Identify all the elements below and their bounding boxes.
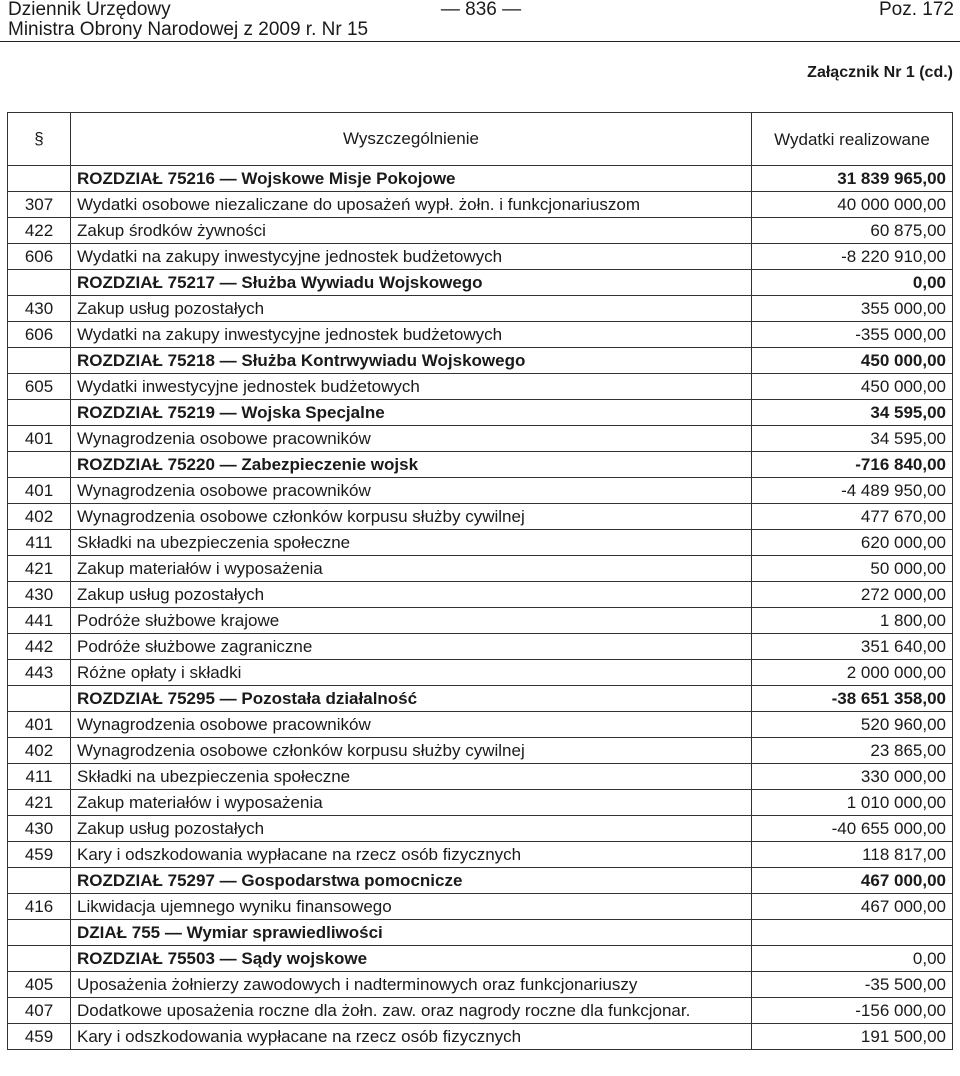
row-amount: 467 000,00 (752, 894, 953, 920)
position-number: Poz. 172 (879, 0, 954, 20)
row-description: Wynagrodzenia osobowe pracowników (71, 478, 752, 504)
row-amount: 23 865,00 (752, 738, 953, 764)
row-amount: 31 839 965,00 (752, 166, 953, 192)
row-description: Kary i odszkodowania wypłacane na rzecz osób fizycznych (71, 1024, 752, 1050)
header-expenditure: Wydatki realizowane (752, 113, 953, 166)
paragraph-code: 416 (8, 894, 71, 920)
header-paragraph: § (8, 113, 71, 166)
table-row (8, 218, 953, 244)
paragraph-code: 411 (8, 764, 71, 790)
table-row (8, 764, 953, 790)
row-description: Zakup usług pozostałych (71, 816, 752, 842)
row-description: Składki na ubezpieczenia społeczne (71, 764, 752, 790)
paragraph-code: 421 (8, 790, 71, 816)
table-row (8, 504, 953, 530)
row-description: Wynagrodzenia osobowe członków korpusu służby cywilnej (71, 504, 752, 530)
row-description: ROZDZIAŁ 75219 — Wojska Specjalne (71, 400, 752, 426)
annex-label: Załącznik Nr 1 (cd.) (807, 64, 953, 81)
table-row (8, 1024, 953, 1050)
row-description: ROZDZIAŁ 75503 — Sądy wojskowe (71, 946, 752, 972)
expenditure-table (7, 112, 953, 1050)
table-row (8, 374, 953, 400)
row-description: ROZDZIAŁ 75218 — Służba Kontrwywiadu Wojskowego (71, 348, 752, 374)
row-description: Wynagrodzenia osobowe pracowników (71, 426, 752, 452)
section-row (8, 452, 953, 478)
journal-issue: Ministra Obrony Narodowej z 2009 r. Nr 15 (8, 19, 369, 40)
row-amount: 520 960,00 (752, 712, 953, 738)
row-amount: 272 000,00 (752, 582, 953, 608)
row-description: Zakup środków żywności (71, 218, 752, 244)
row-amount: -38 651 358,00 (752, 686, 953, 712)
row-description: Zakup usług pozostałych (71, 582, 752, 608)
row-amount: -40 655 000,00 (752, 816, 953, 842)
row-amount: -355 000,00 (752, 322, 953, 348)
table-row (8, 608, 953, 634)
section-row (8, 946, 953, 972)
row-amount: 40 000 000,00 (752, 192, 953, 218)
section-row (8, 348, 953, 374)
paragraph-code (8, 348, 71, 374)
row-description: Wydatki na zakupy inwestycyjne jednostek budżetowych (71, 322, 752, 348)
header-description: Wyszczególnienie (71, 113, 752, 166)
paragraph-code (8, 270, 71, 296)
paragraph-code: 405 (8, 972, 71, 998)
paragraph-code: 421 (8, 556, 71, 582)
row-description: Uposażenia żołnierzy zawodowych i nadterminowych oraz funkcjonariuszy (71, 972, 752, 998)
row-amount: -4 489 950,00 (752, 478, 953, 504)
row-amount: 355 000,00 (752, 296, 953, 322)
row-amount: 467 000,00 (752, 868, 953, 894)
paragraph-code (8, 166, 71, 192)
paragraph-code: 430 (8, 816, 71, 842)
row-description: Wynagrodzenia osobowe członków korpusu służby cywilnej (71, 738, 752, 764)
row-amount: 34 595,00 (752, 400, 953, 426)
paragraph-code (8, 920, 71, 946)
table-row (8, 634, 953, 660)
row-amount: 450 000,00 (752, 374, 953, 400)
paragraph-code: 443 (8, 660, 71, 686)
table-row (8, 244, 953, 270)
row-amount: 0,00 (752, 270, 953, 296)
header-divider (0, 41, 960, 42)
table-row (8, 556, 953, 582)
paragraph-code: 459 (8, 1024, 71, 1050)
table-row (8, 998, 953, 1024)
paragraph-code: 407 (8, 998, 71, 1024)
table-row (8, 972, 953, 998)
row-amount: 477 670,00 (752, 504, 953, 530)
table-row (8, 816, 953, 842)
paragraph-code: 606 (8, 322, 71, 348)
row-amount: 450 000,00 (752, 348, 953, 374)
row-description: ROZDZIAŁ 75217 — Służba Wywiadu Wojskowego (71, 270, 752, 296)
row-amount: 351 640,00 (752, 634, 953, 660)
row-amount (752, 920, 953, 946)
row-description: ROZDZIAŁ 75297 — Gospodarstwa pomocnicze (71, 868, 752, 894)
row-description: Wynagrodzenia osobowe pracowników (71, 712, 752, 738)
row-amount: -156 000,00 (752, 998, 953, 1024)
row-description: Składki na ubezpieczenia społeczne (71, 530, 752, 556)
row-amount: 1 800,00 (752, 608, 953, 634)
row-description: Wydatki inwestycyjne jednostek budżetowych (71, 374, 752, 400)
table-row (8, 426, 953, 452)
paragraph-code: 459 (8, 842, 71, 868)
paragraph-code: 606 (8, 244, 71, 270)
row-amount: 34 595,00 (752, 426, 953, 452)
paragraph-code (8, 452, 71, 478)
table-row (8, 738, 953, 764)
table-row (8, 530, 953, 556)
paragraph-code (8, 400, 71, 426)
table-row (8, 842, 953, 868)
table-row (8, 582, 953, 608)
row-description: Likwidacja ujemnego wyniku finansowego (71, 894, 752, 920)
row-description: Różne opłaty i składki (71, 660, 752, 686)
table-row (8, 790, 953, 816)
row-amount: 620 000,00 (752, 530, 953, 556)
paragraph-code: 441 (8, 608, 71, 634)
page-number: — 836 — (440, 0, 522, 20)
paragraph-code: 430 (8, 296, 71, 322)
paragraph-code: 307 (8, 192, 71, 218)
row-description: Podróże służbowe zagraniczne (71, 634, 752, 660)
paragraph-code: 401 (8, 426, 71, 452)
table-row (8, 712, 953, 738)
section-row (8, 686, 953, 712)
row-amount: -8 220 910,00 (752, 244, 953, 270)
row-amount: 2 000 000,00 (752, 660, 953, 686)
row-description: Kary i odszkodowania wypłacane na rzecz osób fizycznych (71, 842, 752, 868)
paragraph-code: 402 (8, 504, 71, 530)
paragraph-code: 401 (8, 478, 71, 504)
table-body (8, 166, 953, 1050)
row-amount: 330 000,00 (752, 764, 953, 790)
row-description: Dodatkowe uposażenia roczne dla żołn. zaw. oraz nagrody roczne dla funkcjonar. (71, 998, 752, 1024)
paragraph-code (8, 868, 71, 894)
journal-title: Dziennik Urzędowy (8, 0, 171, 20)
row-amount: 118 817,00 (752, 842, 953, 868)
paragraph-code: 430 (8, 582, 71, 608)
table-row (8, 322, 953, 348)
row-description: Podróże służbowe krajowe (71, 608, 752, 634)
section-row (8, 400, 953, 426)
paragraph-code: 401 (8, 712, 71, 738)
table-row (8, 192, 953, 218)
row-amount: 191 500,00 (752, 1024, 953, 1050)
row-amount: -35 500,00 (752, 972, 953, 998)
row-amount: 50 000,00 (752, 556, 953, 582)
paragraph-code: 605 (8, 374, 71, 400)
table-row (8, 660, 953, 686)
section-row (8, 166, 953, 192)
paragraph-code: 422 (8, 218, 71, 244)
section-row (8, 270, 953, 296)
table-header-row (8, 113, 953, 166)
paragraph-code (8, 686, 71, 712)
row-amount: 1 010 000,00 (752, 790, 953, 816)
table-row (8, 296, 953, 322)
paragraph-code: 442 (8, 634, 71, 660)
section-row (8, 868, 953, 894)
row-description: Zakup materiałów i wyposażenia (71, 556, 752, 582)
row-description: Wydatki na zakupy inwestycyjne jednostek budżetowych (71, 244, 752, 270)
row-amount: 0,00 (752, 946, 953, 972)
row-description: ROZDZIAŁ 75295 — Pozostała działalność (71, 686, 752, 712)
row-description: DZIAŁ 755 — Wymiar sprawiedliwości (71, 920, 752, 946)
row-description: ROZDZIAŁ 75216 — Wojskowe Misje Pokojowe (71, 166, 752, 192)
paragraph-code: 402 (8, 738, 71, 764)
row-description: ROZDZIAŁ 75220 — Zabezpieczenie wojsk (71, 452, 752, 478)
table-row (8, 478, 953, 504)
table-row (8, 894, 953, 920)
paragraph-code (8, 946, 71, 972)
row-description: Zakup usług pozostałych (71, 296, 752, 322)
row-amount: 60 875,00 (752, 218, 953, 244)
row-amount: -716 840,00 (752, 452, 953, 478)
paragraph-code: 411 (8, 530, 71, 556)
row-description: Wydatki osobowe niezaliczane do uposażeń wypł. żołn. i funkcjonariuszom (71, 192, 752, 218)
row-description: Zakup materiałów i wyposażenia (71, 790, 752, 816)
section-row (8, 920, 953, 946)
